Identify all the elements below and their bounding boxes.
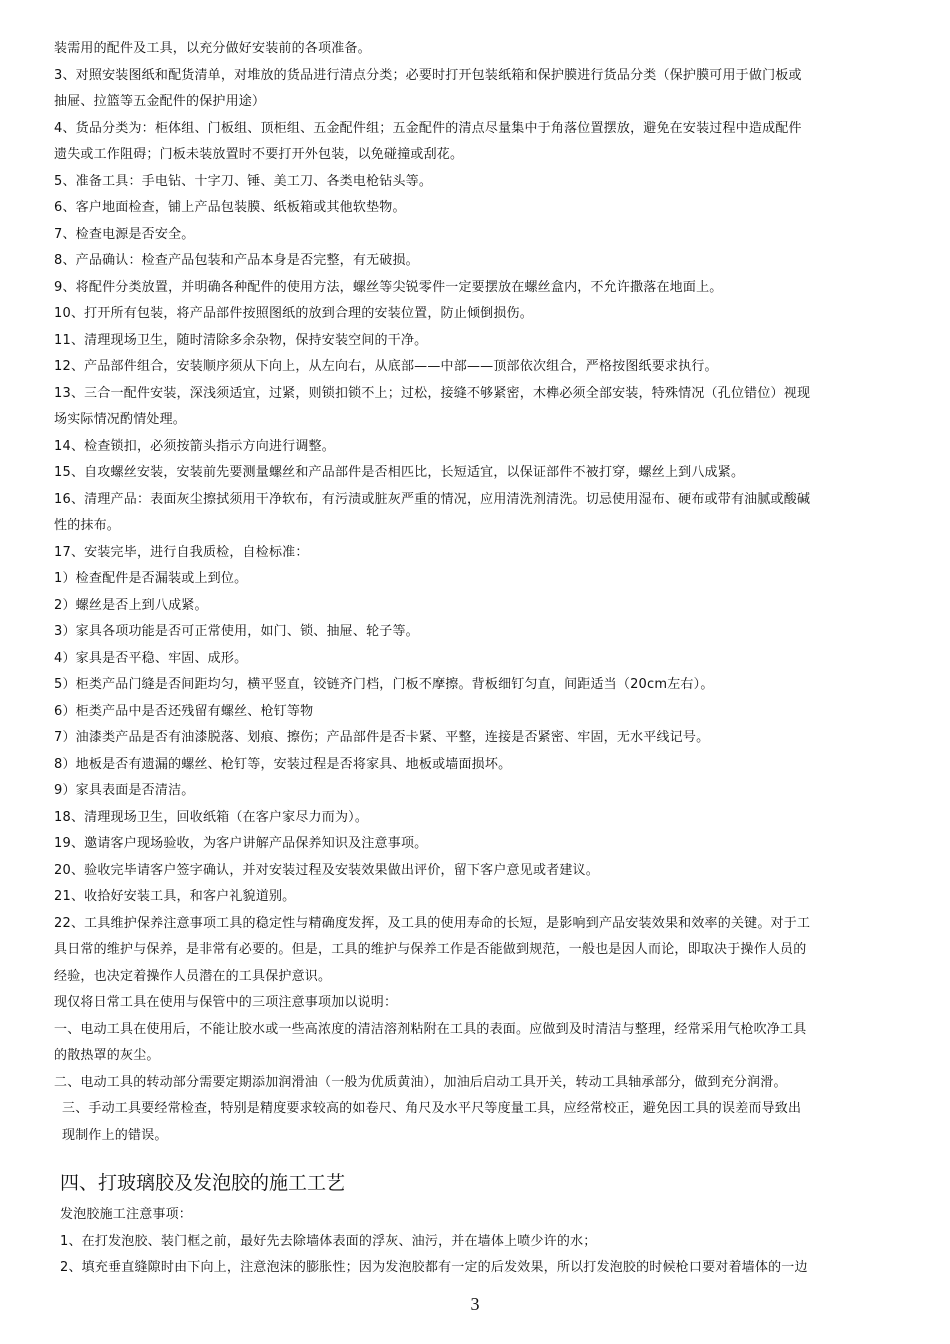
text-line: 18、清理现场卫生，回收纸箱（在客户家尽力而为）。 [54, 809, 369, 825]
text-line: 21、收拾好安装工具，和客户礼貌道别。 [54, 889, 296, 904]
text-line: 4、货品分类为：柜体组、门板组、顶柜组、五金配件组；五金配件的清点尽量集中于角落位置摆放，避免在安装过程中造成配件 [54, 120, 802, 136]
text-line: 5、准备工具：手电钻、十字刀、锤、美工刀、各类电枪钻头等。 [54, 173, 433, 189]
text-line: 现制作上的错误。 [62, 1127, 168, 1143]
text-line: 6、客户地面检查，铺上产品包装膜、纸板箱或其他软垫物。 [54, 200, 406, 215]
text-line: 2）螺丝是否上到八成紧。 [54, 597, 208, 613]
body-text [54, 36, 900, 1149]
section-intro: 发泡胶施工注意事项： [60, 1207, 193, 1222]
section-item: 1、在打发泡胶、装门框之前，最好先去除墙体表面的浮灰、油污，并在墙体上喷少许的水； [60, 1233, 597, 1249]
text-line: 20、验收完毕请客户签字确认，并对安装过程及安装效果做出评价，留下客户意见或者建议。 [54, 862, 599, 878]
text-line: 11、清理现场卫生，随时清除多余杂物，保持安装空间的干净。 [54, 332, 428, 348]
text-line: 7）油漆类产品是否有油漆脱落、划痕、擦伤；产品部件是否卡紧、平整，连接是否紧密、牢固，无水平线记号。 [54, 730, 710, 745]
text-line: 8、产品确认：检查产品包装和产品本身是否完整，有无破损。 [54, 253, 419, 268]
text-line: 8）地板是否有遗漏的螺丝、枪钉等，安装过程是否将家具、地板或墙面损坏。 [54, 756, 512, 772]
text-line: 遗失或工作阻碍；门板未装放置时不要打开外包装，以免碰撞或刮花。 [54, 147, 464, 162]
text-line: 9）家具表面是否清洁。 [54, 783, 195, 798]
text-line: 3、对照安装图纸和配货清单，对堆放的货品进行清点分类；必要时打开包装纸箱和保护膜进行货品分类（保护膜可用于做门板或 [54, 67, 802, 83]
text-line: 现仅将日常工具在使用与保管中的三项注意事项加以说明： [54, 995, 398, 1010]
text-line: 6）柜类产品中是否还残留有螺丝、枪钉等物 [54, 703, 314, 719]
text-line: 12、产品部件组合，安装顺序须从下向上，从左向右，从底部——中部——顶部依次组合，严格按图纸要求执行。 [54, 359, 718, 374]
text-line: 15、自攻螺丝安装，安装前先要测量螺丝和产品部件是否相匹比，长短适宜，以保证部件不被打穿，螺丝上到八成紧。 [54, 465, 745, 480]
text-line: 4）家具是否平稳、牢固、成形。 [54, 650, 248, 666]
text-line: 1）检查配件是否漏装或上到位。 [54, 571, 248, 586]
text-line: 经验，也决定着操作人员潜在的工具保护意识。 [54, 968, 332, 984]
text-line: 16、清理产品：表面灰尘擦拭须用干净软布，有污渍或脏灰严重的情况，应用清洗剂清洗。切忌使用湿布、硬布或带有油腻或酸碱 [54, 491, 811, 507]
text-line: 性的抹布。 [54, 518, 121, 533]
text-line: 一、电动工具在使用后，不能让胶水或一些高浓度的清洁溶剂粘附在工具的表面。应做到及时清洁与整理，经常采用气枪吹净工具 [54, 1021, 807, 1037]
text-line: 5）柜类产品门缝是否间距均匀，横平竖直，铰链齐门档，门板不摩擦。背板细钉匀直，间距适当（20cm左右）。 [54, 677, 714, 692]
text-line: 19、邀请客户现场验收，为客户讲解产品保养知识及注意事项。 [54, 836, 428, 851]
text-line: 抽屉、拉篮等五金配件的保护用途） [54, 94, 266, 109]
text-line: 17、安装完毕，进行自我质检，自检标准： [54, 544, 309, 560]
text-line: 3）家具各项功能是否可正常使用，如门、锁、抽屉、轮子等。 [54, 624, 419, 639]
text-line: 13、三合一配件安装，深浅须适宜，过紧，则锁扣锁不上；过松，接缝不够紧密，木榫必须全部安装，特殊情况（孔位错位）视现 [54, 385, 811, 401]
section-item: 2、填充垂直缝隙时由下向上，注意泡沫的膨胀性；因为发泡胶都有一定的后发效果，所以打发泡胶的时候枪口要对着墙体的一边 [60, 1260, 808, 1275]
text-line: 场实际情况酌情处理。 [54, 412, 187, 427]
text-line: 10、打开所有包装，将产品部件按照图纸的放到合理的安装位置，防止倾倒损伤。 [54, 306, 533, 321]
text-line: 装需用的配件及工具，以充分做好安装前的各项准备。 [54, 41, 371, 56]
text-line: 9、将配件分类放置，并明确各种配件的使用方法，螺丝等尖锐零件一定要摆放在螺丝盒内，不允许撒落在地面上。 [54, 279, 723, 295]
text-line: 22、工具维护保养注意事项工具的稳定性与精确度发挥，及工具的使用寿命的长短，是影响到产品安装效果和效率的关键。对于工 [54, 915, 811, 931]
text-line: 三、手动工具要经常检查，特别是精度要求较高的如卷尺、角尺及水平尺等度量工具，应经常校正，避免因工具的误差而导致出 [62, 1101, 802, 1116]
section-heading: 四、打玻璃胶及发泡胶的施工工艺 [60, 1172, 346, 1194]
section-foam-glue [60, 1168, 900, 1282]
text-line: 具日常的维护与保养，是非常有必要的。但是，工具的维护与保养工作是否能做到规范，一般也是因人而论，即取决于操作人员的 [54, 942, 807, 957]
text-line: 二、电动工具的转动部分需要定期添加润滑油（一般为优质黄油），加油后启动工具开关，转动工具轴承部分，做到充分润滑。 [54, 1074, 787, 1090]
page-number: 3 [470, 1294, 480, 1314]
text-line: 的散热罩的灰尘。 [54, 1048, 160, 1063]
text-line: 14、检查锁扣，必须按箭头指示方向进行调整。 [54, 438, 335, 454]
text-line: 7、检查电源是否安全。 [54, 226, 195, 242]
